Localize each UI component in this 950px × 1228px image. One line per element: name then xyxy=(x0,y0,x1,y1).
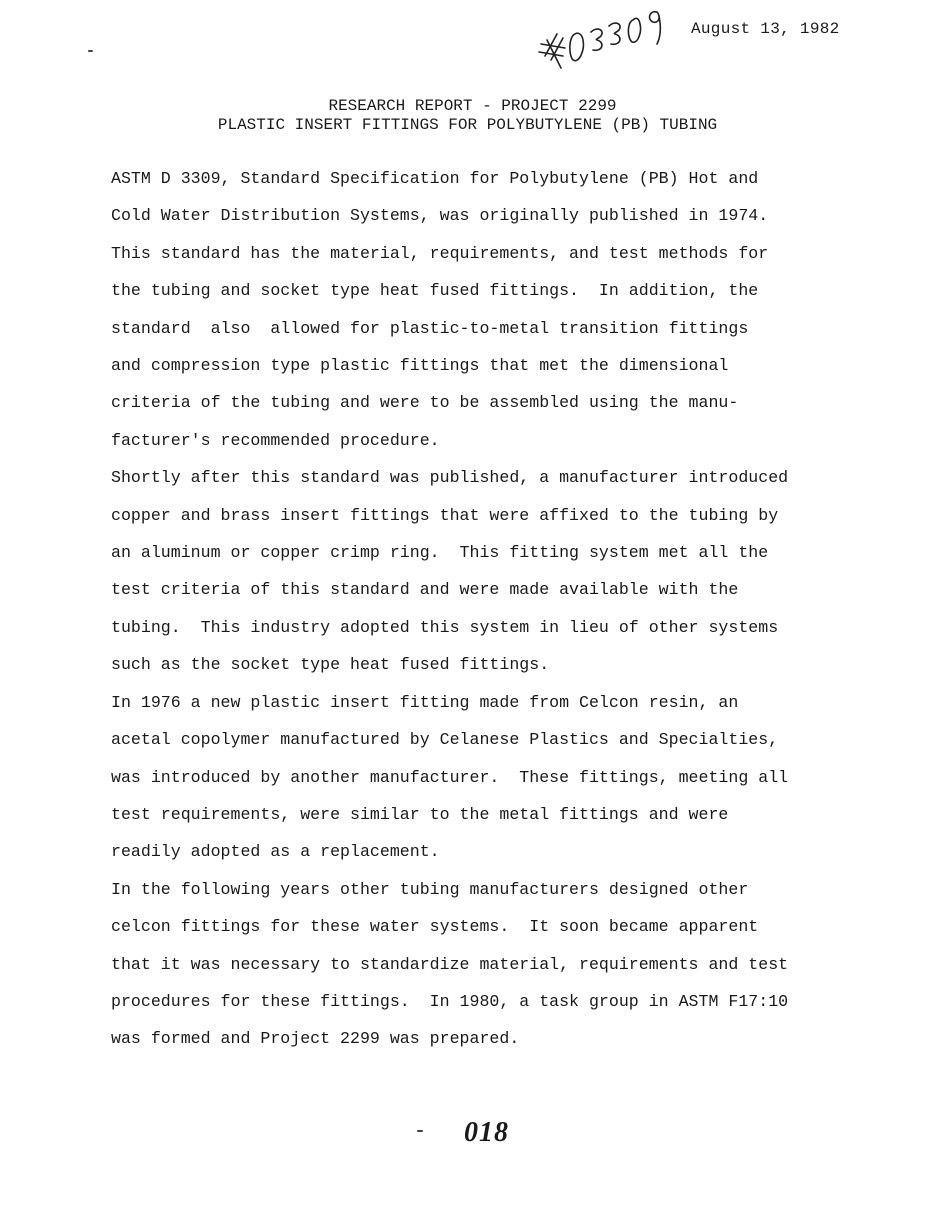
report-title xyxy=(0,97,950,135)
text-line: ASTM D 3309, Standard Specification for Polybutylene (PB) Hot and xyxy=(111,169,759,188)
text-line: and compression type plastic fittings that met the dimensional xyxy=(111,356,729,376)
text-line: readily adopted as a replacement. xyxy=(111,842,440,862)
text-line: facturer's recommended procedure. xyxy=(111,430,440,450)
text-line: standard also allowed for plastic-to-metal transition fittings xyxy=(111,318,749,338)
paragraph-2 xyxy=(111,459,911,683)
text-line: criteria of the tubing and were to be assembled using the manu- xyxy=(111,393,739,413)
paragraph-4 xyxy=(111,871,911,1058)
paragraph-3 xyxy=(111,684,911,871)
text-line: the tubing and socket type heat fused fittings. In addition, the xyxy=(111,281,759,301)
text-line: celcon fittings for these water systems. It soon became apparent xyxy=(111,917,759,937)
text-line: This standard has the material, requirements, and test methods for xyxy=(111,243,769,263)
text-line: In the following years other tubing manufacturers designed other xyxy=(111,879,749,899)
text-line: was introduced by another manufacturer. These fittings, meeting all xyxy=(111,767,789,787)
text-line: an aluminum or copper crimp ring. This fitting system met all the xyxy=(111,543,769,563)
handwritten-annotation xyxy=(535,4,675,84)
text-line: In 1976 a new plastic insert fitting made from Celcon resin, an xyxy=(111,692,739,712)
text-line: acetal copolymer manufactured by Celanese Plastics and Specialties, xyxy=(111,730,779,750)
text-line: tubing. This industry adopted this system in lieu of other systems xyxy=(111,617,779,637)
scan-speck xyxy=(88,50,93,52)
text-line: was formed and Project 2299 was prepared. xyxy=(111,1029,520,1049)
page-number: 018 xyxy=(464,1117,509,1148)
text-line: procedures for these fittings. In 1980, a task group in ASTM F17:10 xyxy=(111,991,789,1011)
text-line: that it was necessary to standardize material, requirements and test xyxy=(111,954,789,974)
text-line: such as the socket type heat fused fittings. xyxy=(111,655,550,675)
text-line: test criteria of this standard and were made available with the xyxy=(111,580,739,600)
report-title-line-2: PLASTIC INSERT FITTINGS FOR POLYBUTYLENE (PB) TUBING xyxy=(217,116,718,134)
text-line: Cold Water Distribution Systems, was originally published in 1974. xyxy=(111,206,769,226)
text-line: Shortly after this standard was published, a manufacturer introduced xyxy=(111,468,789,488)
paragraph-1 xyxy=(111,160,911,459)
text-line: copper and brass insert fittings that were affixed to the tubing by xyxy=(111,505,779,525)
text-line: test requirements, were similar to the metal fittings and were xyxy=(111,804,729,824)
document-date: August 13, 1982 xyxy=(691,20,840,38)
scan-speck xyxy=(417,1130,423,1132)
report-body xyxy=(111,160,911,1058)
report-title-line-1: RESEARCH REPORT - PROJECT 2299 xyxy=(328,97,617,115)
